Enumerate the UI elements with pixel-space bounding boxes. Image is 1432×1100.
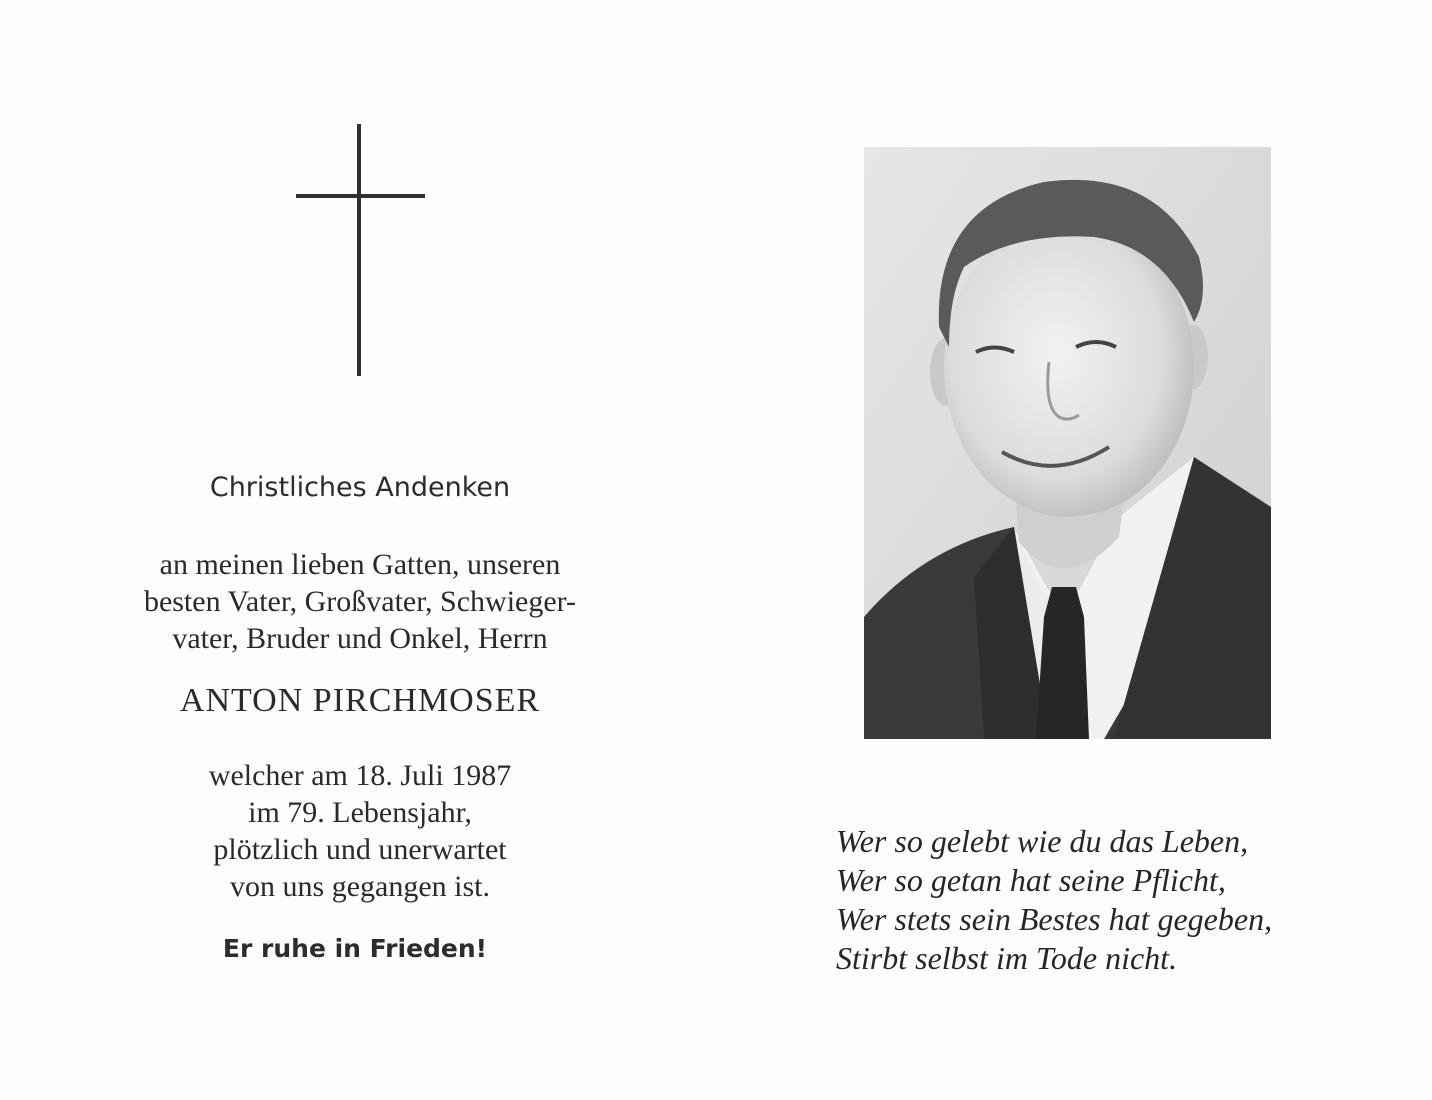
detail-line: welcher am 18. Juli 1987: [208, 759, 512, 792]
closing-blessing: Er ruhe in Frieden!: [222, 934, 488, 963]
memorial-poem: [836, 822, 1396, 978]
detail-line: im 79. Lebensjahr,: [248, 796, 472, 829]
detail-line: plötzlich und unerwartet: [213, 833, 507, 866]
card-heading: Christliches Andenken: [209, 472, 511, 503]
detail-line: von uns gegangen ist.: [230, 870, 490, 903]
poem-line: Wer so getan hat seine Pflicht,: [836, 862, 1226, 898]
poem-line: Wer so gelebt wie du das Leben,: [836, 823, 1249, 859]
intro-line: an meinen lieben Gatten, unseren: [159, 548, 561, 581]
portrait-photo: [864, 147, 1271, 739]
portrait-photo-icon: [864, 147, 1271, 739]
deceased-name: ANTON PIRCHMOSER: [179, 682, 541, 719]
death-details: [60, 757, 660, 905]
poem-line: Stirbt selbst im Tode nicht.: [836, 940, 1178, 976]
intro-text: [60, 546, 660, 657]
intro-line: besten Vater, Großvater, Schwieger-: [143, 585, 577, 618]
poem-line: Wer stets sein Bestes hat gegeben,: [836, 901, 1273, 937]
cross-vertical-bar: [357, 124, 361, 376]
cross-horizontal-bar: [296, 194, 425, 198]
intro-line: vater, Bruder und Onkel, Herrn: [172, 622, 548, 655]
